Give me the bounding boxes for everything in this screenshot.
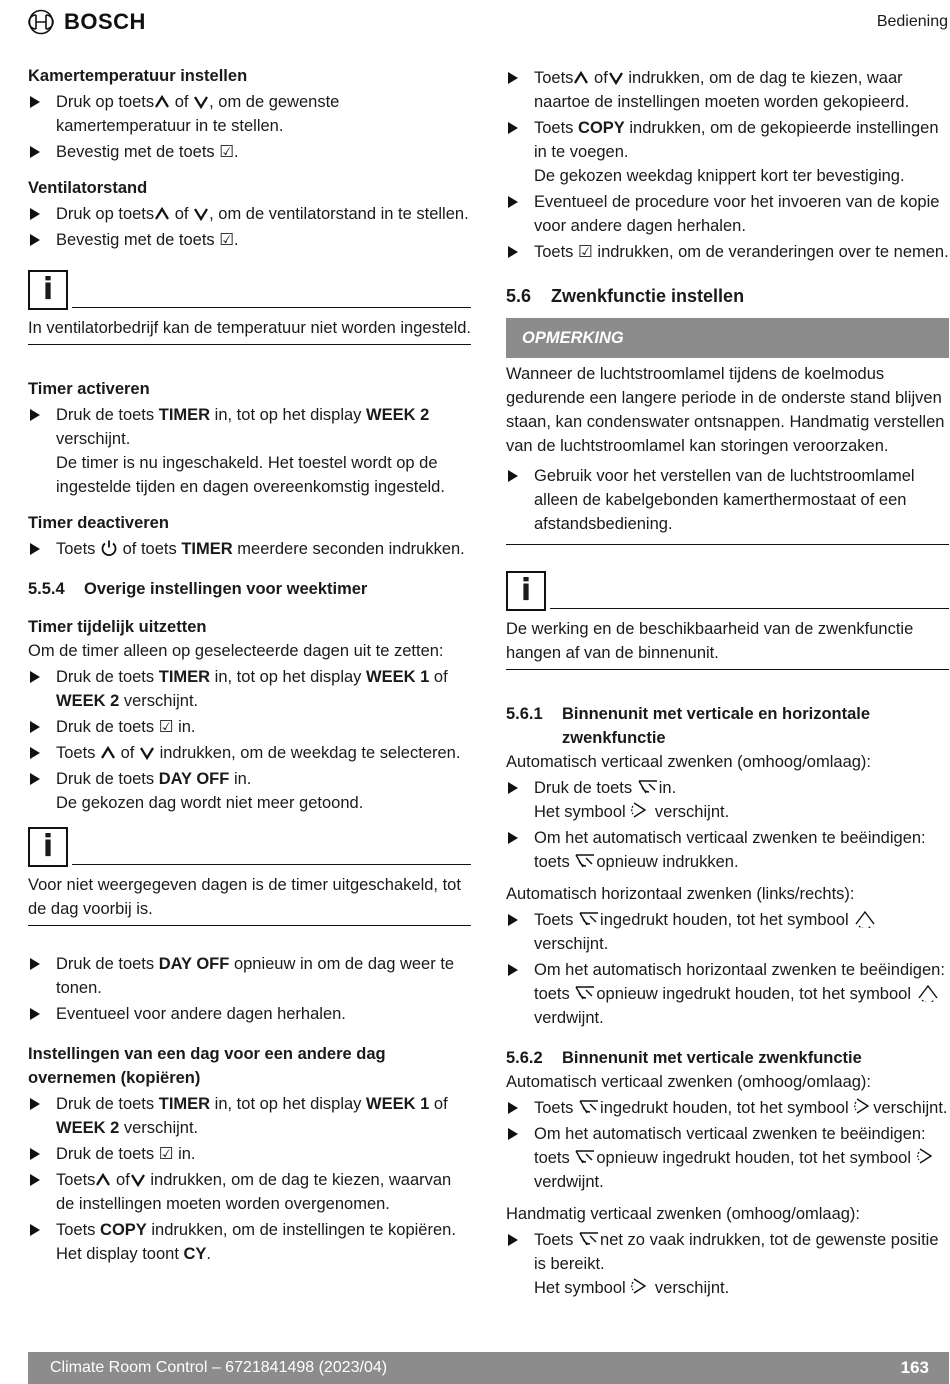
warning-label: OPMERKING	[506, 318, 949, 358]
tijdelijk-steps	[28, 665, 471, 815]
list-item: Toets of indrukken, om de dag te kiezen, waar naartoe de instellingen moeten worden gekopieerd.	[506, 66, 949, 114]
power-icon	[100, 539, 118, 557]
list-item: Druk de toets ☑ in.	[28, 1142, 471, 1166]
vertical-swing-symbol-icon	[853, 1096, 873, 1116]
up-arrow-icon	[154, 206, 170, 222]
vertical-swing-symbol-icon	[916, 1146, 936, 1166]
down-arrow-icon	[193, 94, 209, 110]
heading-timer-tijdelijk: Timer tijdelijk uitzetten	[28, 618, 207, 636]
list-item: Om het automatisch verticaal zwenken te beëindigen: toets opnieuw indrukken.	[506, 826, 949, 874]
kamer-steps	[28, 90, 471, 164]
intro-text: Automatisch verticaal zwenken (omhoog/omlaag):	[506, 753, 872, 771]
page-number: 163	[900, 1358, 929, 1377]
list-item: Druk op toets of , om de ventilatorstand in te stellen.	[28, 202, 471, 226]
list-item: Om het automatisch horizontaal zwenken te beëindigen: toets opnieuw ingedrukt houden, tot het symbool verdwijnt.	[506, 958, 949, 1030]
info-icon: i	[28, 270, 68, 310]
swing-key-icon	[578, 910, 600, 928]
brand-logo	[28, 6, 146, 38]
left-column	[28, 64, 471, 1268]
section-label: Bediening	[876, 13, 948, 30]
swing-key-icon	[574, 984, 596, 1002]
list-item: Bevestig met de toets ☑.	[28, 140, 471, 164]
list-item: Toets ingedrukt houden, tot het symbool verschijnt.	[506, 908, 949, 956]
s562-manual-steps	[506, 1228, 949, 1300]
heading-kamertemperatuur: Kamertemperatuur instellen	[28, 67, 248, 85]
up-arrow-icon	[154, 94, 170, 110]
horizontal-swing-symbol-icon	[916, 982, 940, 1002]
heading-5-5-4: 5.5.4 Overige instellingen voor weektimer	[28, 580, 368, 598]
list-item: Druk de toets DAY OFF opnieuw in om de dag weer te tonen.	[28, 952, 471, 1000]
intro-text: Handmatig verticaal zwenken (omhoog/omlaag):	[506, 1205, 861, 1223]
info-icon: i	[28, 827, 68, 867]
list-item: Druk de toets TIMER in, tot op het display WEEK 2 verschijnt. De timer is nu ingeschakeld. Het toestel wordt op de ingestelde tijden en dagen overeenkomstig ingesteld.	[28, 403, 471, 499]
list-item: Druk de toets in. Het symbool verschijnt.	[506, 776, 949, 824]
swing-key-icon	[578, 1098, 600, 1116]
up-arrow-icon	[95, 1172, 111, 1188]
list-item: Toets ☑ indrukken, om de veranderingen over te nemen.	[506, 240, 949, 264]
brand-name: BOSCH	[64, 9, 146, 34]
up-arrow-icon	[100, 745, 116, 761]
warning-block	[506, 318, 949, 545]
heading-5-6-2: 5.6.2 Binnenunit met verticale zwenkfunctie	[506, 1049, 862, 1067]
s561-vertical-steps	[506, 776, 949, 874]
swing-key-icon	[637, 778, 659, 796]
footer-bar	[28, 1352, 949, 1384]
swing-key-icon	[578, 1230, 600, 1248]
list-item: Eventueel voor andere dagen herhalen.	[28, 1002, 471, 1026]
warning-steps	[506, 464, 949, 536]
list-item: Gebruik voor het verstellen van de luchtstroomlamel alleen de kabelgebonden kamerthermostaat of een afstandsbediening.	[506, 464, 949, 536]
list-item: Druk op toets of , om de gewenste kamertemperatuur in te stellen.	[28, 90, 471, 138]
list-item: Toets of indrukken, om de weekdag te selecteren.	[28, 741, 471, 765]
right-column	[506, 64, 949, 1302]
heading-timer-deactiveren: Timer deactiveren	[28, 514, 169, 532]
warning-text: Wanneer de luchtstroomlamel tijdens de koelmodus gedurende een langere periode in de onderste stand blijven staan, kan condenswater ontsnappen. Handmatig verstellen van de luchtstroomlamel kan storingen veroorzaken.	[506, 365, 945, 455]
day-off-steps	[28, 952, 471, 1026]
footer-title: Climate Room Control – 6721841498 (2023/04)	[50, 1359, 388, 1376]
up-arrow-icon	[573, 70, 589, 86]
s561-horizontal-steps	[506, 908, 949, 1030]
info-note-text: De werking en de beschikbaarheid van de zwenkfunctie hangen af van de binnenunit.	[506, 611, 949, 670]
heading-5-6-1: 5.6.1 Binnenunit met verticale en horizontale zwenkfunctie	[506, 705, 871, 747]
list-item: Druk de toets TIMER in, tot op het display WEEK 1 of WEEK 2 verschijnt.	[28, 1092, 471, 1140]
list-item: Druk de toets ☑ in.	[28, 715, 471, 739]
vent-steps	[28, 202, 471, 252]
intro-text: Automatisch horizontaal zwenken (links/rechts):	[506, 885, 855, 903]
down-arrow-icon	[608, 70, 624, 86]
list-item: Toets of toets TIMER meerdere seconden indrukken.	[28, 537, 471, 561]
list-item: Toets net zo vaak indrukken, tot de gewenste positie is bereikt. Het symbool verschijnt.	[506, 1228, 949, 1300]
info-note-text: Voor niet weergegeven dagen is de timer uitgeschakeld, tot de dag voorbij is.	[28, 867, 471, 926]
vertical-swing-symbol-icon	[630, 1276, 650, 1296]
vertical-swing-symbol-icon	[630, 800, 650, 820]
s562-auto-steps	[506, 1096, 949, 1194]
list-item: Toets COPY indrukken, om de instellingen te kopiëren. Het display toont CY.	[28, 1218, 471, 1266]
swing-key-icon	[574, 852, 596, 870]
list-item: Eventueel de procedure voor het invoeren van de kopie voor andere dagen herhalen.	[506, 190, 949, 238]
bosch-armature-icon	[28, 9, 54, 35]
heading-timer-activeren: Timer activeren	[28, 380, 150, 398]
horizontal-swing-symbol-icon	[853, 908, 877, 928]
list-item: Toets COPY indrukken, om de gekopieerde instellingen in te voegen. De gekozen weekdag knippert kort ter bevestiging.	[506, 116, 949, 188]
down-arrow-icon	[193, 206, 209, 222]
down-arrow-icon	[130, 1172, 146, 1188]
list-item: Druk de toets TIMER in, tot op het display WEEK 1 of WEEK 2 verschijnt.	[28, 665, 471, 713]
info-note	[28, 827, 471, 926]
list-item: Druk de toets DAY OFF in. De gekozen dag wordt niet meer getoond.	[28, 767, 471, 815]
down-arrow-icon	[139, 745, 155, 761]
info-note-text: In ventilatorbedrijf kan de temperatuur niet worden ingesteld.	[28, 310, 471, 345]
list-item: Bevestig met de toets ☑.	[28, 228, 471, 252]
info-note	[28, 270, 471, 345]
list-item: Toets of indrukken, om de dag te kiezen, waarvan de instellingen moeten worden overgenomen.	[28, 1168, 471, 1216]
swing-key-icon	[574, 1148, 596, 1166]
intro-text: Automatisch verticaal zwenken (omhoog/omlaag):	[506, 1073, 872, 1091]
heading-kopieren: Instellingen van een dag voor een andere dag overnemen (kopiëren)	[28, 1045, 386, 1087]
info-note	[506, 571, 949, 670]
timer-on-steps	[28, 403, 471, 499]
heading-ventilatorstand: Ventilatorstand	[28, 179, 148, 197]
kopie-steps	[28, 1092, 471, 1266]
kopie-steps-cont	[506, 66, 949, 264]
timer-off-steps	[28, 537, 471, 561]
intro-text: Om de timer alleen op geselecteerde dagen uit te zetten:	[28, 642, 444, 660]
list-item: Om het automatisch verticaal zwenken te beëindigen: toets opnieuw ingedrukt houden, tot het symbool verdwijnt.	[506, 1122, 949, 1194]
list-item: Toets ingedrukt houden, tot het symbool verschijnt.	[506, 1096, 949, 1120]
heading-5-6: 5.6 Zwenkfunctie instellen	[506, 286, 745, 306]
info-icon: i	[506, 571, 546, 611]
